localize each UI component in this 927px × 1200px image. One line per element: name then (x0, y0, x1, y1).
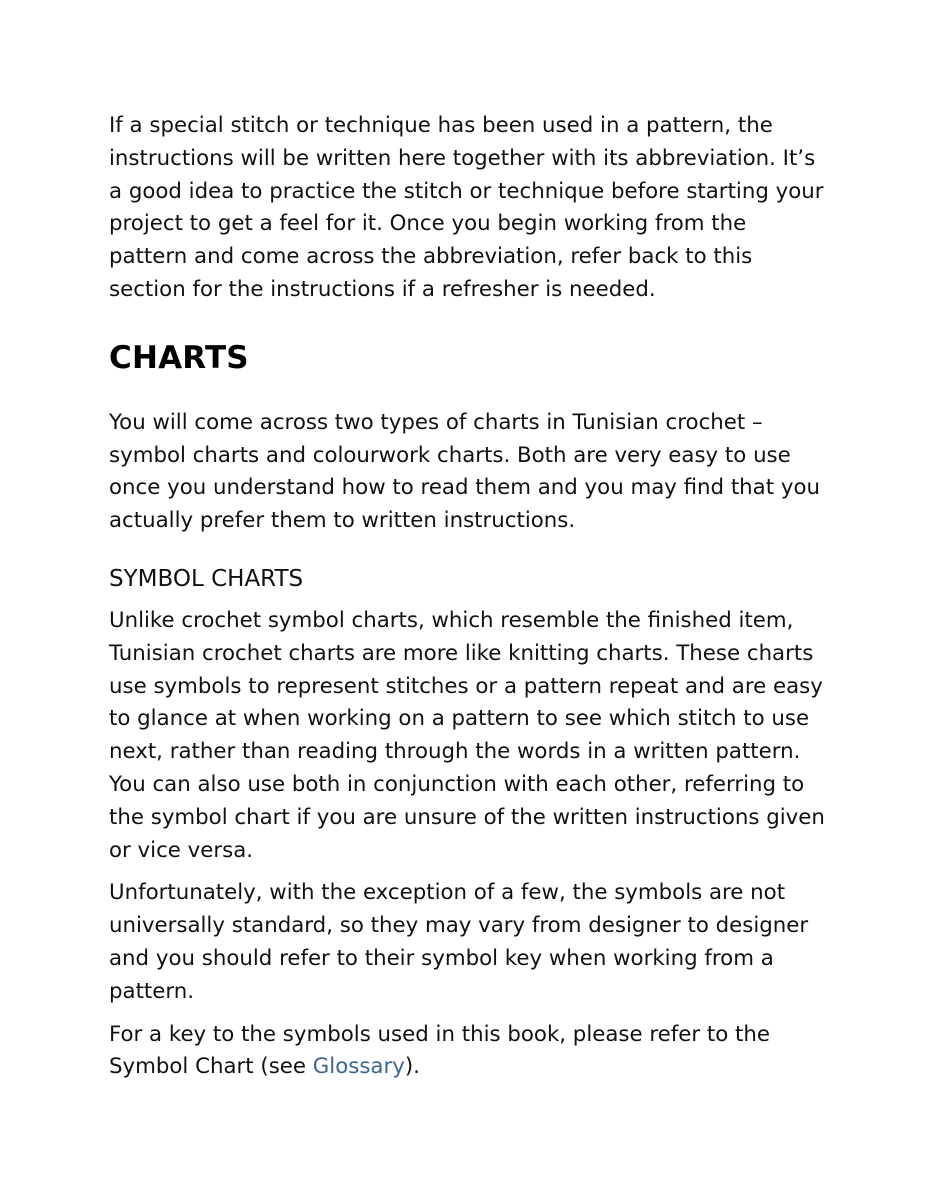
symbol-standard-paragraph: Unfortunately, with the exception of a few, the symbols are not universally standard, so they may vary from designer to designer and you should refer to their symbol key when working from a pattern. (109, 880, 809, 1004)
glossary-link[interactable]: Glossary (312, 1054, 405, 1080)
charts-heading: CHARTS (109, 339, 249, 376)
charts-paragraph: You will come across two types of charts in Tunisian crochet – symbol charts and colourwork charts. Both are very easy to use once you understand how to read them and you may find that you actually prefer them to written instructions. (109, 409, 820, 534)
symbol-charts-paragraph: Unlike crochet symbol charts, which resemble the finished item, Tunisian crochet charts are more like knitting charts. These charts use symbols to represent stitches or a pattern repeat and are easy to glance at when working on a pattern to see which stitch to use next, rather than reading through the words in a written pattern. You can also use both in conjunction with each other, referring to the symbol chart if you are unsure of the written instructions given or vice versa. (109, 607, 825, 863)
page-content (109, 110, 829, 1084)
symbol-key-paragraph (109, 1019, 829, 1085)
symbol-key-text: For a key to the symbols used in this book, please refer to the Symbol Chart (see (109, 1021, 770, 1080)
intro-paragraph: If a special stitch or technique has been used in a pattern, the instructions will be written here together with its abbreviation. It’s a good idea to practice the stitch or technique before starting your project to get a feel for it. Once you begin working from the pattern and come across the abbreviation, refer back to this section for the instructions if a refresher is needed. (109, 113, 824, 302)
symbol-key-text-end: ). (404, 1054, 420, 1080)
symbol-charts-heading: SYMBOL CHARTS (109, 565, 304, 592)
